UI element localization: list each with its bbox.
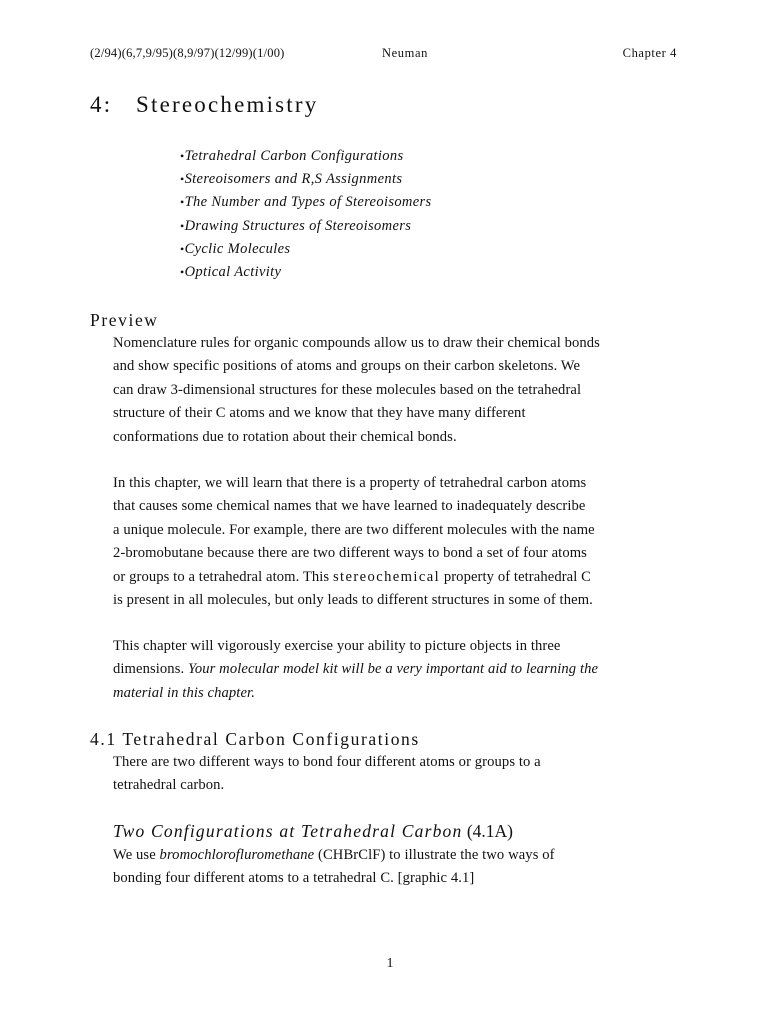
- subsection-4-1a-paragraph: We use bromochlorofluromethane (CHBrClF) to illustrate the two ways of bonding four different atoms to a tetrahedral C. [graphic 4.1]: [113, 847, 555, 887]
- topic-item: •Cyclic Molecules: [180, 240, 291, 257]
- topic-item: •Optical Activity: [180, 263, 282, 280]
- bullet-icon: •: [180, 195, 185, 210]
- chapter-topics-list: [180, 146, 432, 285]
- bullet-icon: •: [180, 264, 185, 279]
- bullet-icon: •: [180, 241, 185, 256]
- subsection-4-1a-heading: Two Configurations at Tetrahedral Carbon (4.1A): [113, 821, 513, 841]
- section-4-1-paragraph: There are two different ways to bond four different atoms or groups to a tetrahedral carbon.: [113, 754, 541, 794]
- preview-paragraph-1: Nomenclature rules for organic compounds allow us to draw their chemical bonds and show specific positions of atoms and groups on their carbon skeletons. We can draw 3-dimensional structures for these molecules based on the tetrahedral structure of their C atoms and we know that they have many different conformations due to rotation about their chemical bonds.: [113, 335, 600, 445]
- preview-paragraph-3: This chapter will vigorously exercise your ability to picture objects in three dimensions. Your molecular model kit will be a very important aid to learning the material in this chapter.: [113, 638, 599, 701]
- model-kit-note: Your molecular model kit will be a very important aid to learning the: [187, 661, 599, 678]
- topic-item: •Drawing Structures of Stereoisomers: [180, 217, 412, 234]
- stereochemical-term: stereochemical: [332, 568, 441, 585]
- topic-item: •The Number and Types of Stereoisomers: [180, 194, 432, 211]
- bullet-icon: •: [180, 172, 185, 187]
- header-chapter: Chapter 4: [622, 46, 677, 60]
- preview-heading: Preview: [90, 310, 159, 330]
- preview-paragraph-2: In this chapter, we will learn that there is a property of tetrahedral carbon atoms that causes some chemical names that we have learned to inadequately describe a unique molecule. For example, there are two different molecules with the name 2-bromobutane because there are two different ways to bond a set of four atoms or groups to a tetrahedral atom. This stereochemical property of tetrahedral C is present in all molecules, but only leads to different structures in some of them.: [113, 475, 595, 608]
- header-author: Neuman: [382, 46, 428, 60]
- section-4-1-heading: 4.1 Tetrahedral Carbon Configurations: [90, 729, 420, 749]
- topic-item: •Stereoisomers and R,S Assignments: [180, 171, 403, 188]
- topic-item: •Tetrahedral Carbon Configurations: [180, 148, 404, 164]
- running-header: [90, 46, 677, 64]
- chapter-name: Stereochemistry: [136, 92, 319, 117]
- bullet-icon: •: [180, 218, 185, 233]
- chapter-number: 4:: [90, 92, 113, 117]
- compound-name: bromochlorofluromethane: [159, 847, 315, 863]
- bullet-icon: •: [180, 149, 185, 163]
- header-revision-dates: (2/94)(6,7,9/95)(8,9/97)(12/99)(1/00): [90, 46, 285, 60]
- chapter-title: [90, 92, 318, 118]
- page-number: 1: [386, 956, 394, 971]
